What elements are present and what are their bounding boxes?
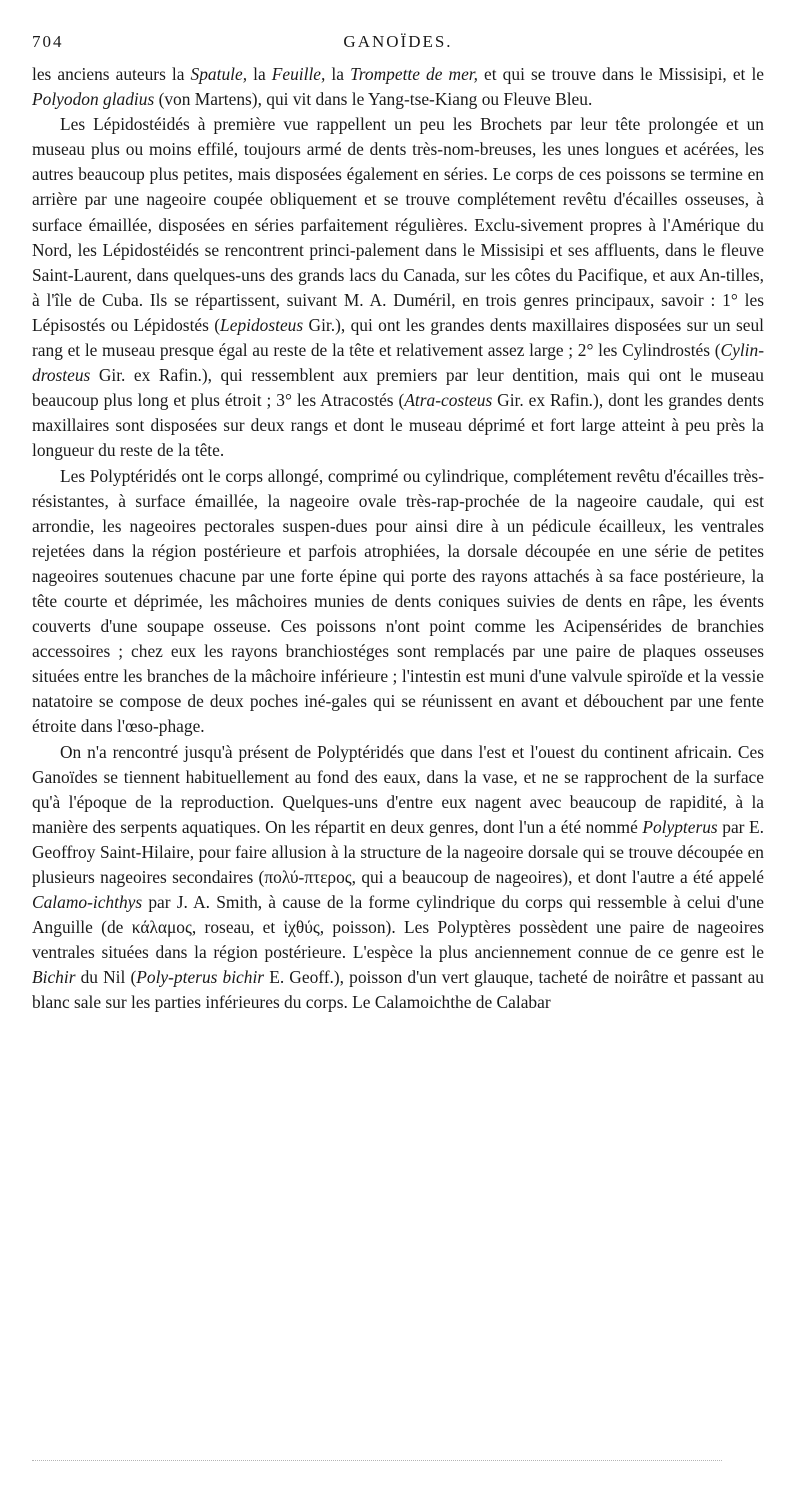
genus-name: Polypterus <box>642 816 718 837</box>
paragraph-distribution <box>32 740 764 1016</box>
paragraph-spatule <box>32 62 764 112</box>
text-segment: Les Polyptéridés ont le corps allongé, comprimé ou cylindrique, complétement revêtu d'écailles très-résistantes, à surface émaillée, la nageoire ovale très-rap-prochée de la nageoire caudale, qui est arrondie, les nageoires pectorales suspen-dues pour ainsi dire à un pédicule écailleux, les ventrales rejetées dans la région postérieure et parfois atrophiées, la dorsale découpée en une série de petites nageoires soutenues chacune par une forte épine qui porte des rayons attachés à sa face postérieure, la tête courte et déprimée, les mâchoires munies de dents coniques suivies de dents en râpe, les évents couverts d'une soupape osseuse. Ces poissons n'ont point comme les Acipensérides de branchies accessoires ; chez eux les rayons branchiostéges sont remplacés par une paire de plaques osseuses situées entre les branches de la mâchoire inférieure ; l'intestin est muni d'une valvule spiroïde et la vessie natatoire se compose de deux poches iné-gales qui se réunissent en avant et débouchent par une fente étroite dans l'œso-phage. <box>32 465 764 737</box>
species-name: Polyodon gladius <box>32 89 155 110</box>
genus-name: Lepidosteus <box>220 314 304 335</box>
genus-name: Calamo-ichthys <box>32 892 143 913</box>
text-segment: les anciens auteurs la <box>32 64 191 84</box>
text-segment: Gir.), qui ont les grandes dents maxillaires disposées sur un seul rang et le museau presque égal au reste de la tête et relativement assez large ; 2° les Cylindrostés ( <box>32 314 764 361</box>
species-name: Feuille, <box>271 64 326 84</box>
paragraph-polypterides <box>32 464 764 740</box>
species-name: Poly-pterus bichir <box>136 967 265 988</box>
text-segment: On n'a rencontré jusqu'à présent de Polyptéridés que dans l'est et l'ouest du continent africain. Ces Ganoïdes se tiennent habituellement au fond des eaux, dans la vase, et ne se rapprochent de la surface qu'à l'époque de la reproduction. Quelques-uns d'entre eux nagent avec beaucoup de rapidité, à la manière des serpents aquatiques. On les répartit en deux genres, dont l'un a été nommé <box>32 741 764 837</box>
genus-name: Atra-costeus <box>404 390 493 411</box>
text-segment: par J. A. Smith, à cause de la forme cylindrique du corps qui ressemble à celui d'une Anguille (de κάλαμος, roseau, et ἰχθύς, poisson). Les Polyptères possèdent une paire de nageoires ventrales situées dans la région postérieure. L'espèce la plus anciennement connue de ce genre est le <box>32 892 764 963</box>
species-name: Trompette de mer, <box>350 64 478 84</box>
book-page <box>32 28 764 1016</box>
paragraph-lepidosteides <box>32 112 764 463</box>
text-segment: Gir. ex Rafin.), qui ressemblent aux premiers par leur dentition, mais qui ont le museau beaucoup plus long et plus étroit ; 3° les Atracostés ( <box>32 365 764 411</box>
page-number: 704 <box>32 32 64 51</box>
genus-name: Cylin-drosteus <box>32 340 764 386</box>
text-segment: (von Martens), qui vit dans le Yang-tse-Kiang ou Fleuve Bleu. <box>154 89 593 110</box>
footer-rule <box>32 1460 722 1461</box>
species-name: Bichir <box>32 967 76 988</box>
text-segment: E. Geoff.), poisson d'un vert glauque, tacheté de noirâtre et passant au blanc sale sur les parties inférieures du corps. Le Calamoichthe de Calabar <box>32 967 764 1013</box>
running-head <box>32 28 764 62</box>
text-segment: par E. Geoffroy Saint-Hilaire, pour faire allusion à la structure de la nageoire dorsale qui se trouve découpée en plusieurs nageoires secondaires (πολύ-πτερος, qui a beaucoup de nageoires), et dont l'autre a été appelé <box>32 816 765 887</box>
text-segment: la <box>325 64 351 84</box>
text-segment: Les Lépidostéidés à première vue rappellent un peu les Brochets par leur tête prolongée et un museau plus ou moins effilé, toujours armé de dents très-nom-breuses, les unes longues et acérées, les autres beaucoup plus petites, mais disposées également en séries. Le corps de ces poissons se termine en arrière par une nageoire coupée obliquement et se trouve complétement revêtu d'écailles osseuses, à surface émaillée, disposées en séries parfaitement régulières. Exclu-sivement propres à l'Amérique du Nord, les Lépidostéidés se rencontrent princi-palement dans le Missisipi et ses affluents, dans le fleuve Saint-Laurent, dans quelques-uns des grands lacs du Canada, sur les côtes du Pacifique, et aux An-tilles, à l'île de Cuba. Ils se répartissent, suivant M. A. Duméril, en trois genres principaux, savoir : 1° les Lépisostés ou Lépidostés ( <box>32 114 764 335</box>
text-segment: la <box>247 64 272 84</box>
running-title: GANOÏDES. <box>343 32 453 51</box>
species-name: Spatule, <box>190 64 248 84</box>
text-segment: du Nil ( <box>75 967 137 988</box>
text-segment: et qui se trouve dans le Missisipi, et le <box>477 64 765 84</box>
text-segment: Gir. ex Rafin.), dont les grandes dents maxillaires sont disposées sur deux rangs et dont le museau déprimé et fort large atteint à peu près la longueur du reste de la tête. <box>32 390 764 461</box>
